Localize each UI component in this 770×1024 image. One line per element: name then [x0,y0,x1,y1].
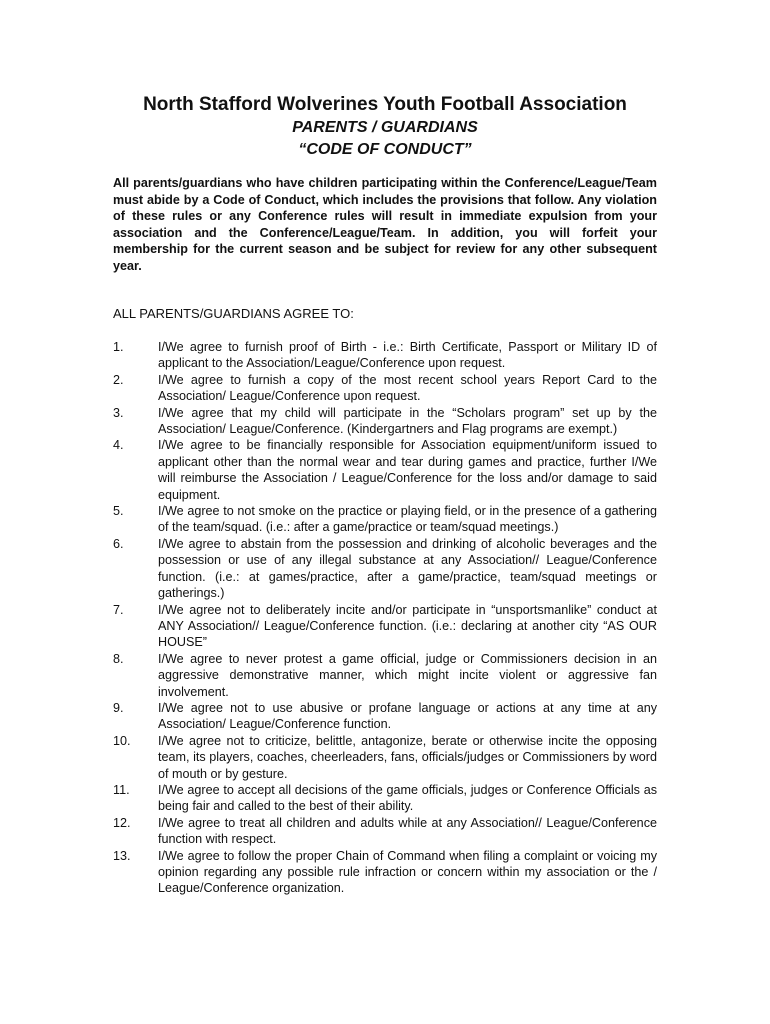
item-text: I/We agree to furnish a copy of the most recent school years Report Card to the Association/ League/Conference upon request. [158,372,657,404]
item-number: 11. [113,782,130,797]
document-title: North Stafford Wolverines Youth Football Association [143,94,627,115]
item-number: 2. [113,372,124,387]
list-item [113,848,657,897]
list-item [113,815,657,848]
item-number: 13. [113,848,131,863]
list-item [113,503,657,536]
item-number: 10. [113,733,131,748]
item-number: 5. [113,504,124,519]
item-text: I/We agree that my child will participate in the “Scholars program” set up by the Association/ League/Conference. (Kindergartners and Flag programs are exempt.) [158,405,657,437]
list-item [113,602,657,651]
list-item [113,405,657,438]
item-number: 9. [113,700,124,715]
list-item [113,372,657,405]
item-text: I/We agree to abstain from the possession and drinking of alcoholic beverages and the possession or use of any illegal substance at any Association// League/Conference function. (i.e.: at games/practice, after a game/practice, team/squad meetings or gatherings.) [158,536,657,601]
item-text: I/We agree to furnish proof of Birth - i.e.: Birth Certificate, Passport or Military ID of applicant to the Association/League/Conference upon request. [158,340,657,371]
item-number: 1. [113,340,124,354]
list-item [113,339,657,372]
item-text: I/We agree to never protest a game official, judge or Commissioners decision in an aggressive demonstrative manner, which might incite violent or aggressive fan involvement. [158,651,657,699]
item-number: 3. [113,405,124,420]
list-item [113,651,657,700]
item-text: I/We agree to be financially responsible for Association equipment/uniform issued to applicant other than the normal wear and tear during games and practice, further I/We will reimburse the Association / League/Conference for the loss and/or damage to said equipment. [158,438,657,502]
item-number: 8. [113,651,124,666]
document-subtitle-audience: PARENTS / GUARDIANS [292,119,478,136]
agreement-list [113,339,657,897]
item-text: I/We agree to not smoke on the practice or playing field, or in the presence of a gathering of the team/squad. (i.e.: after a game/practice or team/squad meetings.) [158,504,657,535]
list-item [113,782,657,815]
item-number: 4. [113,438,124,453]
list-item [113,733,657,782]
item-text: I/We agree not to use abusive or profane language or actions at any time at any Association/ League/Conference function. [158,700,657,732]
document-subtitle-code: “CODE OF CONDUCT” [298,141,472,158]
item-number: 7. [113,602,124,617]
item-number: 6. [113,536,124,551]
item-text: I/We agree not to criticize, belittle, antagonize, berate or otherwise incite the opposing team, its players, coaches, cheerleaders, fans, officials/judges or Commissioners by word of mouth or by gesture. [158,733,657,781]
list-item [113,437,657,503]
item-text: I/We agree to treat all children and adults while at any Association// League/Conference function with respect. [158,815,657,847]
list-item [113,536,657,602]
item-number: 12. [113,815,131,830]
item-text: I/We agree not to deliberately incite and/or participate in “unsportsmanlike” conduct at ANY Association// League/Conference function. (i.e.: declaring at another city “AS OUR HOUSE” [158,602,657,650]
intro-paragraph: All parents/guardians who have children participating within the Conference/League/Team must abide by a Code of Conduct, which includes the provisions that follow. Any violation of these rules or any Conference rules will result in immediate expulsion from your association and the Conference/League/Team. In addition, you will forfeit your membership for the current season and be subject for review for any other subsequent year. [113,176,657,273]
agreement-heading: ALL PARENTS/GUARDIANS AGREE TO: [113,306,354,321]
item-text: I/We agree to accept all decisions of the game officials, judges or Conference Officials as being fair and called to the best of their ability. [158,782,657,814]
list-item [113,700,657,733]
item-text: I/We agree to follow the proper Chain of Command when filing a complaint or voicing my opinion regarding any possible rule infraction or concern within my association or the / League/Conference organization. [158,848,657,896]
